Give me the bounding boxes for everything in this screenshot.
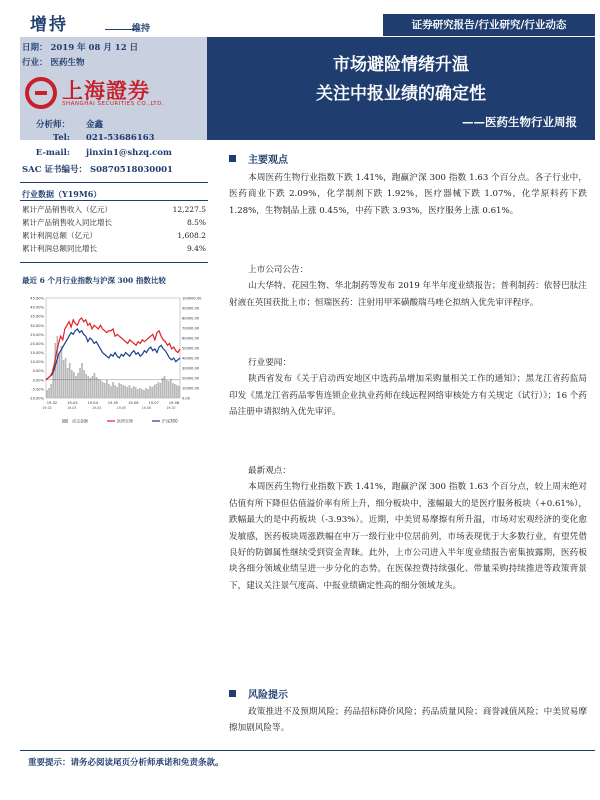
volume-bar <box>151 387 153 398</box>
row-label: 累计产品销售收入（亿元） <box>22 205 112 214</box>
volume-bar <box>75 376 77 398</box>
divider <box>20 262 208 263</box>
right-axis-tick-label: 0.00 <box>182 396 191 401</box>
volume-bar <box>48 388 50 398</box>
right-axis-tick-label: 50000.00 <box>182 346 200 351</box>
left-axis-tick-label: 25.00% <box>30 332 44 337</box>
x-axis-tick-label: 19-06 <box>128 401 139 405</box>
volume-bar <box>116 387 118 398</box>
sac-label: SAC 证书编号： <box>22 165 87 175</box>
x-axis-tick-label: 19-02 <box>42 406 52 410</box>
volume-bar <box>69 363 71 398</box>
analyst-email-row <box>22 148 172 158</box>
table-row <box>22 242 206 255</box>
x-axis-tick-label: 19-03 <box>67 401 78 405</box>
volume-bar <box>153 385 155 398</box>
chart-title: 最近 6 个月行业指数与沪深 300 指数比较 <box>22 276 166 285</box>
left-axis-tick-label: 15.00% <box>30 351 44 356</box>
x-axis-tick-label: 19-03 <box>67 406 77 410</box>
paragraph-text: 山大华特、花园生物、华北制药等发布 2019 年半年度业绩报告；普利制药：依替巴肽注射液在英国获批上市；恒瑞医药：注射用甲苯磺酸瑞马唑仑拟纳入优先审评程序。 <box>229 281 587 308</box>
volume-bar <box>129 385 131 398</box>
paragraph-news <box>229 355 587 421</box>
volume-bar <box>160 383 162 398</box>
left-axis-tick-label: 40.00% <box>30 305 44 310</box>
x-axis-tick-label: 19-02 <box>46 401 58 405</box>
index-comparison-chart <box>22 290 206 430</box>
volume-bar <box>77 373 79 398</box>
x-axis-tick-label: 19-07 <box>166 406 176 410</box>
paragraph-latest-views <box>229 463 587 594</box>
volume-bar <box>141 389 143 398</box>
legend-swatch <box>62 419 68 423</box>
volume-bar <box>108 384 110 398</box>
footer-divider <box>20 750 595 751</box>
paragraph-risk <box>229 704 587 737</box>
volume-bar <box>120 384 122 398</box>
report-subtitle: ——医药生物行业周报 <box>462 115 577 129</box>
volume-bar <box>89 378 91 398</box>
volume-bar <box>106 380 108 398</box>
volume-bar <box>54 343 56 398</box>
logo-text: 上海證券 <box>62 78 150 103</box>
rating-sub-label: 维持 <box>132 24 151 34</box>
left-axis-tick-label: 35.00% <box>30 314 44 319</box>
right-axis-tick-label: 30000.00 <box>182 366 200 371</box>
table-row <box>22 203 206 216</box>
volume-bar <box>133 386 135 398</box>
volume-bar <box>114 385 116 398</box>
volume-bar <box>118 383 120 398</box>
section-heading-risk <box>229 686 288 701</box>
volume-bar <box>158 382 160 398</box>
left-axis-tick-label: 20.00% <box>30 341 44 346</box>
x-axis-tick-label: 19-05 <box>116 406 127 410</box>
report-industry: 行业： 医药生物 <box>22 58 85 68</box>
left-axis-tick-label: 5.00% <box>32 369 44 374</box>
paragraph-announcements <box>229 262 587 311</box>
square-bullet-icon <box>229 690 236 697</box>
right-axis-tick-label: 20000.00 <box>182 376 200 381</box>
logo-emblem-icon <box>25 77 57 109</box>
report-title-line1: 市场避险情绪升温 <box>333 55 469 75</box>
x-axis-tick-label: 19-05 <box>107 401 119 405</box>
legend-label: 沪深300 <box>162 418 178 424</box>
section-title: 主要观点 <box>248 155 288 166</box>
row-value: 9.4% <box>186 244 206 253</box>
row-value: 1,608.2 <box>177 231 206 240</box>
volume-bar <box>112 382 114 398</box>
volume-bar <box>174 384 176 398</box>
paragraph-label: 行业要闻： <box>248 358 291 368</box>
left-axis-tick-label: 30.00% <box>30 323 44 328</box>
volume-bar <box>102 382 104 398</box>
analyst-row <box>22 118 104 130</box>
title-block <box>207 37 595 140</box>
paragraph-text: 本周医药生物行业指数下跌 1.41%，跑赢沪深 300 指数 1.63 个百分点，较上周末绝对估值有所下降但估值溢价率有所上升，细分板块中，涨幅最大的是医疗服务板块（+0.61%），跌幅最大的是中药板块（-3.93%）。近期，中美贸易摩擦有所升温，市场对宏观经济的变化愈发敏感，医药板块周涨跌幅在申万一级行业中位居前列，市场表现优于大多数行业，有望凭借良好的防御属性继续受到资金青睐。此外，上市公司进入半年度业绩报告密集披露期，医药板块各细分领域业绩呈进一步分化的态势。在医保控费持续强化、带量采购持续推进等政策背景下，建议关注景气度高、中报业绩确定性高的细分领域龙头。 <box>229 482 587 591</box>
volume-bar <box>162 378 164 398</box>
paragraph-text: 政策推进不及预期风险；药品招标降价风险；药品质量风险；商誉减值风险；中美贸易摩擦加剧风险等。 <box>229 707 587 734</box>
row-value: 8.5% <box>186 218 206 227</box>
right-axis-tick-label: 90000.00 <box>182 306 200 311</box>
volume-bar <box>122 385 124 398</box>
volume-bar <box>46 390 48 398</box>
volume-bar <box>94 373 96 398</box>
table-row <box>22 216 206 229</box>
tel-value: 021-53686163 <box>86 133 155 143</box>
left-axis-tick-label: 0.00% <box>32 378 44 383</box>
x-axis-tick-label: 19-07 <box>148 401 159 405</box>
footer-notice: 重要提示：请务必阅读尾页分析师承诺和免责条款。 <box>28 758 224 768</box>
volume-bar <box>71 370 73 398</box>
volume-bar <box>172 383 174 398</box>
industry-data-table <box>22 203 206 255</box>
report-date: 日期： 2019 年 08 月 12 日 <box>22 43 139 53</box>
section-title: 风险提示 <box>248 690 288 701</box>
paragraph-label: 最新观点： <box>248 466 291 476</box>
email-label: E-mail: <box>35 148 70 158</box>
x-axis-tick-label: 19-04 <box>91 406 102 410</box>
left-axis-tick-label: -10.00% <box>29 396 44 401</box>
analyst-sac-row <box>22 163 173 175</box>
volume-bar <box>125 386 127 398</box>
volume-bar <box>61 346 63 398</box>
volume-bar <box>137 389 139 398</box>
left-axis-tick-label: 10.00% <box>30 360 44 365</box>
rating-label: 增持 <box>30 15 68 35</box>
volume-bar <box>73 372 75 398</box>
logo-english-text: SHANGHAI SECURITIES CO.,LTD. <box>62 101 165 107</box>
row-label: 累计利润总额（亿元） <box>22 231 97 240</box>
legend-label: 医药生物 <box>117 418 133 424</box>
x-axis-tick-label: 19-06 <box>141 406 151 410</box>
tel-label: Tel: <box>52 133 70 143</box>
volume-bar <box>131 388 133 398</box>
volume-bar <box>96 377 98 398</box>
analyst-tel-row <box>22 133 155 143</box>
volume-bar <box>168 381 170 398</box>
volume-bar <box>147 389 149 398</box>
row-label: 累计利润总额同比增长 <box>22 244 97 253</box>
volume-bar <box>65 358 67 398</box>
volume-bar <box>100 380 102 398</box>
left-axis-tick-label: 45.00% <box>30 296 44 301</box>
email-link[interactable]: jinxin1@shzq.com <box>86 148 172 158</box>
volume-bar <box>92 376 94 398</box>
volume-bar <box>87 376 89 398</box>
volume-bar <box>63 360 65 398</box>
paragraph-text: 本周医药生物行业指数下跌 1.41%，跑赢沪深 300 指数 1.63 个百分点。各子行业中，医药商业下跌 2.09%，化学制剂下跌 1.92%，医疗器械下跌 1.07%，化学原料药下跌 1.28%，生物制品上涨 0.45%，中药下跌 3.93%，医疗服务上涨 0.61%。 <box>229 173 587 216</box>
right-axis-tick-label: 10000.00 <box>182 386 200 391</box>
right-axis-tick-label: 70000.00 <box>182 326 200 331</box>
row-value: 12,227.5 <box>172 205 206 214</box>
row-label: 累计产品销售收入同比增长 <box>22 218 112 227</box>
right-axis-tick-label: 80000.00 <box>182 316 200 321</box>
volume-bar <box>59 354 61 398</box>
paragraph-text: 陕西省发布《关于启动西安地区中选药品增加采购量相关工作的通知》；黑龙江省药监局印发《黑龙江省药品零售连锁企业执业药师在线远程网络审核处方有关规定（试行）》；16 个药品注册申请拟纳入优先审评。 <box>229 374 587 418</box>
volume-bar <box>104 383 106 398</box>
analyst-label: 分析师： <box>35 120 70 130</box>
left-axis-tick-label: -5.00% <box>31 387 44 392</box>
volume-bar <box>79 368 81 398</box>
right-axis-tick-label: 60000.00 <box>182 336 200 341</box>
volume-bar <box>98 379 100 398</box>
analyst-name: 金鑫 <box>86 120 104 130</box>
right-axis-tick-label: 40000.00 <box>182 356 200 361</box>
section-heading-main-points <box>229 151 288 166</box>
volume-bar <box>110 386 112 398</box>
square-bullet-icon <box>229 155 236 162</box>
volume-bar <box>81 363 83 398</box>
volume-bar <box>155 384 157 398</box>
volume-bar <box>85 374 87 398</box>
paragraph-label: 上市公司公告： <box>248 265 309 275</box>
legend-label: 成交金额 <box>72 418 88 424</box>
table-row <box>22 229 206 242</box>
x-axis-tick-label: 19-08 <box>168 401 180 405</box>
volume-bar <box>170 379 172 398</box>
volume-bar <box>164 376 166 398</box>
report-type-banner: 证券研究报告/行业研究/行业动态 <box>383 14 595 36</box>
volume-bar <box>50 384 52 398</box>
volume-bar <box>176 385 178 398</box>
industry-data-title: 行业数据（Y19M6） <box>22 189 102 199</box>
right-axis-tick-label: 100000.00 <box>182 296 202 301</box>
report-title-line2: 关注中报业绩的确定性 <box>316 84 486 104</box>
volume-bar <box>139 388 141 398</box>
volume-bar <box>178 386 180 398</box>
divider <box>20 200 208 201</box>
x-axis-tick-label: 19-04 <box>87 401 98 405</box>
company-logo <box>22 75 172 111</box>
volume-bar <box>127 387 129 398</box>
divider <box>20 182 208 183</box>
volume-bar <box>143 390 145 398</box>
volume-bar <box>149 386 151 398</box>
volume-bar <box>166 380 168 398</box>
volume-bar <box>67 368 69 398</box>
volume-bar <box>145 388 147 398</box>
volume-bar <box>135 387 137 398</box>
sac-value: S0870518030001 <box>89 165 173 175</box>
volume-bar <box>83 370 85 398</box>
paragraph-summary <box>229 170 587 219</box>
